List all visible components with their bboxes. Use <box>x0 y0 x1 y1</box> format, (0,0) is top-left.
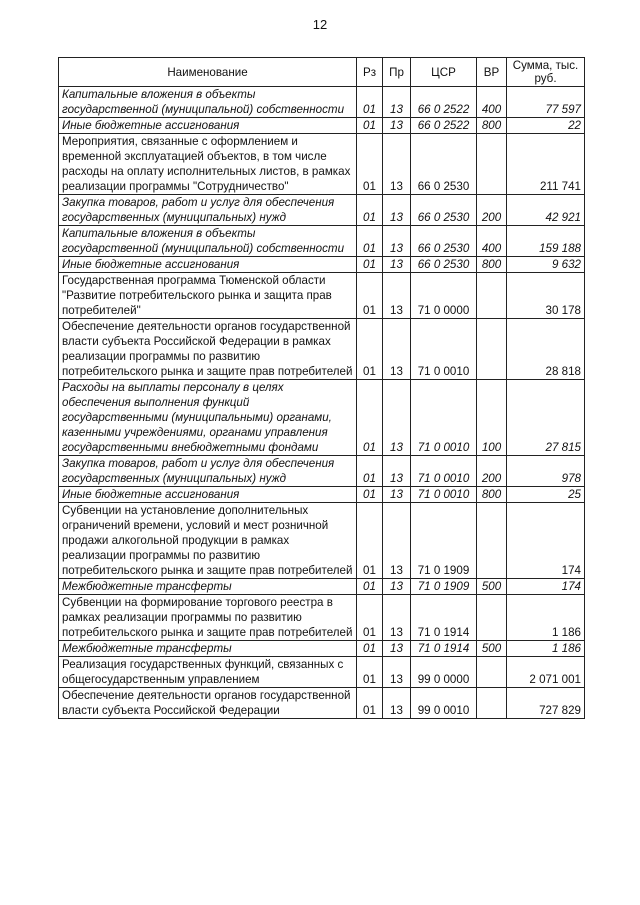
row-pr: 13 <box>383 319 411 380</box>
table-row <box>59 118 585 134</box>
table-row <box>59 226 585 257</box>
table-row <box>59 273 585 319</box>
row-sum: 25 <box>507 487 585 503</box>
budget-table <box>58 57 585 719</box>
row-csr: 71 0 0010 <box>411 319 477 380</box>
row-vr <box>477 319 507 380</box>
row-name: Закупка товаров, работ и услуг для обеспечения государственных (муниципальных) нужд <box>59 195 357 226</box>
row-rz: 01 <box>357 118 383 134</box>
row-rz: 01 <box>357 579 383 595</box>
row-vr: 800 <box>477 118 507 134</box>
header-rz: Рз <box>357 58 383 87</box>
row-name: Реализация государственных функций, связанных с общегосударственным управлением <box>59 657 357 688</box>
row-pr: 13 <box>383 134 411 195</box>
row-rz: 01 <box>357 456 383 487</box>
row-pr: 13 <box>383 487 411 503</box>
header-csr: ЦСР <box>411 58 477 87</box>
row-name: Капитальные вложения в объекты государственной (муниципальной) собственности <box>59 87 357 118</box>
row-rz: 01 <box>357 380 383 456</box>
table-row <box>59 688 585 719</box>
row-rz: 01 <box>357 195 383 226</box>
row-vr: 200 <box>477 456 507 487</box>
header-name: Наименование <box>59 58 357 87</box>
row-name: Расходы на выплаты персоналу в целях обеспечения выполнения функций государственными (муниципальными) органами, казенными учреждениями, органами управления государственными внебюджетными фондами <box>59 380 357 456</box>
table-row <box>59 456 585 487</box>
table-row <box>59 380 585 456</box>
header-row <box>59 58 585 87</box>
row-csr: 66 0 2530 <box>411 134 477 195</box>
row-vr <box>477 657 507 688</box>
table-row <box>59 257 585 273</box>
table-row <box>59 503 585 579</box>
row-csr: 71 0 0010 <box>411 487 477 503</box>
row-vr: 400 <box>477 226 507 257</box>
row-sum: 1 186 <box>507 641 585 657</box>
row-name: Субвенции на формирование торгового реестра в рамках реализации программы по развитию потребительского рынка и защите прав потребителей <box>59 595 357 641</box>
table-row <box>59 134 585 195</box>
row-rz: 01 <box>357 657 383 688</box>
row-vr <box>477 273 507 319</box>
row-pr: 13 <box>383 273 411 319</box>
row-name: Иные бюджетные ассигнования <box>59 118 357 134</box>
row-csr: 71 0 0000 <box>411 273 477 319</box>
table-row <box>59 595 585 641</box>
row-pr: 13 <box>383 456 411 487</box>
row-csr: 66 0 2530 <box>411 257 477 273</box>
row-csr: 71 0 1914 <box>411 641 477 657</box>
row-sum: 211 741 <box>507 134 585 195</box>
row-csr: 66 0 2522 <box>411 118 477 134</box>
row-csr: 71 0 0010 <box>411 380 477 456</box>
row-sum: 9 632 <box>507 257 585 273</box>
row-csr: 66 0 2530 <box>411 226 477 257</box>
row-name: Обеспечение деятельности органов государственной власти субъекта Российской Федерации <box>59 688 357 719</box>
row-rz: 01 <box>357 641 383 657</box>
row-name: Иные бюджетные ассигнования <box>59 487 357 503</box>
row-name: Иные бюджетные ассигнования <box>59 257 357 273</box>
row-pr: 13 <box>383 595 411 641</box>
row-pr: 13 <box>383 503 411 579</box>
row-csr: 66 0 2530 <box>411 195 477 226</box>
table-row <box>59 487 585 503</box>
table-row <box>59 641 585 657</box>
header-sum: Сумма, тыс. руб. <box>507 58 585 87</box>
table-row <box>59 319 585 380</box>
row-sum: 30 178 <box>507 273 585 319</box>
row-csr: 71 0 0010 <box>411 456 477 487</box>
row-vr: 100 <box>477 380 507 456</box>
row-rz: 01 <box>357 319 383 380</box>
row-rz: 01 <box>357 87 383 118</box>
row-sum: 42 921 <box>507 195 585 226</box>
row-pr: 13 <box>383 118 411 134</box>
row-vr: 800 <box>477 487 507 503</box>
table-row <box>59 579 585 595</box>
row-pr: 13 <box>383 226 411 257</box>
row-sum: 174 <box>507 579 585 595</box>
row-vr <box>477 134 507 195</box>
row-name: Обеспечение деятельности органов государственной власти субъекта Российской Федерации в рамках реализации программы по развитию потребительского рынка и защите прав потребителей <box>59 319 357 380</box>
row-rz: 01 <box>357 487 383 503</box>
row-vr <box>477 595 507 641</box>
row-pr: 13 <box>383 257 411 273</box>
row-rz: 01 <box>357 257 383 273</box>
row-vr: 500 <box>477 579 507 595</box>
row-name: Мероприятия, связанные с оформлением и временной эксплуатацией объектов, в том числе расходы на оплату исполнительных листов, в рамках реализации программы "Сотрудничество" <box>59 134 357 195</box>
row-name: Межбюджетные трансферты <box>59 579 357 595</box>
row-csr: 99 0 0000 <box>411 657 477 688</box>
row-name: Закупка товаров, работ и услуг для обеспечения государственных (муниципальных) нужд <box>59 456 357 487</box>
row-rz: 01 <box>357 134 383 195</box>
row-sum: 727 829 <box>507 688 585 719</box>
row-csr: 71 0 1914 <box>411 595 477 641</box>
row-rz: 01 <box>357 688 383 719</box>
row-name: Межбюджетные трансферты <box>59 641 357 657</box>
row-rz: 01 <box>357 503 383 579</box>
row-sum: 2 071 001 <box>507 657 585 688</box>
row-pr: 13 <box>383 195 411 226</box>
row-csr: 71 0 1909 <box>411 503 477 579</box>
row-vr: 200 <box>477 195 507 226</box>
row-name: Государственная программа Тюменской области "Развитие потребительского рынка и защита прав потребителей" <box>59 273 357 319</box>
header-vr: ВР <box>477 58 507 87</box>
row-pr: 13 <box>383 657 411 688</box>
row-sum: 159 188 <box>507 226 585 257</box>
row-pr: 13 <box>383 380 411 456</box>
row-csr: 71 0 1909 <box>411 579 477 595</box>
row-vr <box>477 503 507 579</box>
row-name: Субвенции на установление дополнительных ограничений времени, условий и мест розничной продажи алкогольной продукции в рамках реализации программы по развитию потребительского рынка и защите прав потребителей <box>59 503 357 579</box>
table-row <box>59 657 585 688</box>
row-vr: 400 <box>477 87 507 118</box>
page-number: 12 <box>312 17 328 32</box>
row-sum: 1 186 <box>507 595 585 641</box>
row-csr: 99 0 0010 <box>411 688 477 719</box>
row-pr: 13 <box>383 579 411 595</box>
row-vr <box>477 688 507 719</box>
row-sum: 22 <box>507 118 585 134</box>
row-sum: 28 818 <box>507 319 585 380</box>
row-rz: 01 <box>357 226 383 257</box>
row-vr: 500 <box>477 641 507 657</box>
row-pr: 13 <box>383 87 411 118</box>
row-pr: 13 <box>383 641 411 657</box>
row-rz: 01 <box>357 273 383 319</box>
row-pr: 13 <box>383 688 411 719</box>
row-name: Капитальные вложения в объекты государственной (муниципальной) собственности <box>59 226 357 257</box>
table-row <box>59 87 585 118</box>
header-pr: Пр <box>383 58 411 87</box>
row-rz: 01 <box>357 595 383 641</box>
row-vr: 800 <box>477 257 507 273</box>
row-csr: 66 0 2522 <box>411 87 477 118</box>
row-sum: 174 <box>507 503 585 579</box>
row-sum: 77 597 <box>507 87 585 118</box>
row-sum: 27 815 <box>507 380 585 456</box>
table-row <box>59 195 585 226</box>
row-sum: 978 <box>507 456 585 487</box>
